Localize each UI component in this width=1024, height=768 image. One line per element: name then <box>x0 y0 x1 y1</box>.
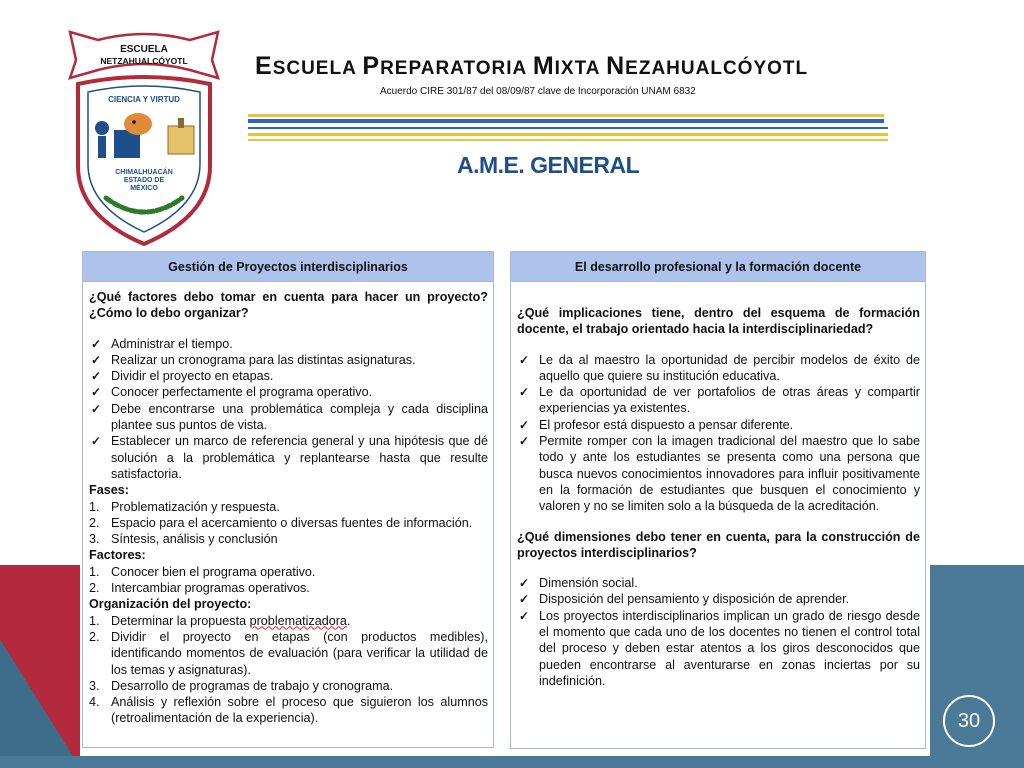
list-item-text: Los proyectos interdisciplinarios implican un grado de riesgo desde el momento que cada uno de los docentes no tienen el control total del proceso y deben estar atentos a los giros desconocidos que pueden encontrarse al aventurarse en zonas inciertas por su indefinición. <box>539 608 920 688</box>
checkmark-icon: ✓ <box>519 592 530 607</box>
school-subtitle: Acuerdo CIRE 301/87 del 08/09/87 clave de Incorporación UNAM 6832 <box>380 86 696 97</box>
list-item-text: Debe encontrarse una problemática compleja y cada disciplina plantee sus puntos de vista. <box>111 401 488 433</box>
right-checklist-2 <box>517 575 920 689</box>
spacer <box>517 338 920 352</box>
list-item-text: Síntesis, análisis y conclusión <box>111 532 278 547</box>
list-item-text: Permite romper con la imagen tradicional del maestro que lo sabe todo y ante los estudiantes se presenta como una persona que busca nuevos conocimientos innovadores para influir positivamente en la formación de estudiantes que busquen el conocimiento y valoren y no se limiten solo a la búsqueda de la acreditación. <box>539 434 920 514</box>
list-item-text: . <box>346 613 351 628</box>
checkmark-icon: ✓ <box>519 385 530 400</box>
factores-heading: Factores: <box>89 548 146 563</box>
panel-right-title: El desarrollo profesional y la formación docente <box>511 252 925 282</box>
checkmark-icon: ✓ <box>91 369 102 384</box>
decorative-triangle-left <box>0 640 80 768</box>
stripe-gold-2 <box>248 133 888 136</box>
logo-place-2: ESTADO DE <box>123 177 165 184</box>
list-item-text: Intercambiar programas operativos. <box>111 581 310 596</box>
list-item-text: Establecer un marco de referencia general y una hipótesis que dé solución a la problemática y replantearse hasta que resulte satisfactoria. <box>111 434 488 481</box>
list-number: 1. <box>89 499 100 514</box>
list-item <box>89 629 488 678</box>
right-checklist-1 <box>517 352 920 515</box>
spacer <box>517 515 920 529</box>
page-title: A.M.E. GENERAL <box>457 152 640 178</box>
checkmark-icon: ✓ <box>519 576 530 591</box>
checkmark-icon: ✓ <box>519 417 530 432</box>
list-item-text: Análisis y reflexión sobre el proceso que siguieron los alumnos (retroalimentación de la experiencia). <box>111 695 488 726</box>
list-item-text: Realizar un cronograma para las distintas asignaturas. <box>111 352 416 367</box>
list-item <box>517 608 920 689</box>
left-question: ¿Qué factores debo tomar en cuenta para hacer un proyecto? ¿Cómo lo debo organizar? <box>89 290 488 321</box>
list-item <box>89 515 488 531</box>
list-item-text: Espacio para el acercamiento o diversas fuentes de información. <box>111 515 473 530</box>
list-item-text: Administrar el tiempo. <box>111 336 233 351</box>
school-title-cap-1: E <box>255 52 273 80</box>
list-item <box>89 499 488 515</box>
school-title-rest-1: SCUELA <box>272 58 363 79</box>
school-title-cap-3: M <box>532 52 555 80</box>
school-title <box>255 52 808 81</box>
list-item-text: Determinar la propuesta <box>111 613 250 628</box>
fases-heading: Fases: <box>89 483 129 498</box>
list-number: 2. <box>89 581 100 596</box>
list-item <box>89 384 488 400</box>
list-item-text: Le da al maestro la oportunidad de percibir modelos de éxito de aquello que quiere su institución educativa. <box>539 352 920 383</box>
list-number: 3. <box>89 678 100 693</box>
list-item <box>89 401 488 434</box>
left-checklist <box>89 336 488 483</box>
school-title-rest-3: IXTA <box>554 58 607 79</box>
checkmark-icon: ✓ <box>91 434 102 449</box>
stripe-gold-3 <box>248 139 888 141</box>
list-item <box>89 564 488 580</box>
list-item-text: Le da oportunidad de ver portafolios de otras áreas y compartir experiencias ya existentes. <box>539 385 920 416</box>
list-number: 2. <box>89 629 100 644</box>
list-item <box>517 384 920 417</box>
logo-text-2: NETZAHUALCÓYOTL <box>100 56 188 66</box>
checkmark-icon: ✓ <box>91 385 102 400</box>
panel-right-body <box>511 282 925 689</box>
list-item <box>89 352 488 368</box>
list-item <box>89 531 488 547</box>
list-item-text: Disposición del pensamiento y disposición de aprender. <box>539 592 850 607</box>
organizacion-heading: Organización del proyecto: <box>89 597 252 612</box>
checkmark-icon: ✓ <box>91 352 102 367</box>
list-item-text: Conocer perfectamente el programa operativo. <box>111 385 373 400</box>
school-title-cap-4: N <box>606 52 626 80</box>
school-title-cap-2: P <box>362 52 381 80</box>
checkmark-icon: ✓ <box>91 336 102 351</box>
fases-list <box>89 499 488 548</box>
list-item-text: Dividir el proyecto en etapas (con productos medibles), identificando momentos de evaluación (para verificar la utilidad de los temas y asignaturas). <box>111 629 488 677</box>
stripe-blue-1 <box>248 119 884 123</box>
school-logo <box>66 26 222 248</box>
school-title-rest-2: REPARATORIA <box>380 58 533 79</box>
spellcheck-word: problematizadora <box>249 613 347 628</box>
checkmark-icon: ✓ <box>519 434 530 449</box>
list-item <box>89 368 488 384</box>
logo-motto: CIENCIA Y VIRTUD <box>108 95 180 104</box>
list-item <box>89 433 488 482</box>
panel-left-body <box>83 282 493 727</box>
list-item <box>517 575 920 591</box>
spacer <box>517 561 920 575</box>
checkmark-icon: ✓ <box>519 352 530 367</box>
spacer <box>89 322 488 336</box>
checkmark-icon: ✓ <box>519 608 530 623</box>
panel-left-title: Gestión de Proyectos interdisciplinarios <box>83 252 493 282</box>
list-number: 2. <box>89 515 100 530</box>
list-item-text: El profesor está dispuesto a pensar diferente. <box>539 417 794 432</box>
list-item-text: Conocer bien el programa operativo. <box>111 564 316 579</box>
list-item-text: Dimensión social. <box>539 576 638 591</box>
decorative-band-bottom <box>0 756 1024 768</box>
school-title-rest-4: EZAHUALCÓYOTL <box>625 58 809 79</box>
right-question-2: ¿Qué dimensiones debo tener en cuenta, para la construcción de proyectos interdisciplinarios? <box>517 529 920 560</box>
list-number: 4. <box>89 695 100 710</box>
stripe-blue-2 <box>248 127 888 129</box>
checkmark-icon: ✓ <box>91 401 102 416</box>
list-item-text: Dividir el proyecto en etapas. <box>111 369 274 384</box>
list-item <box>517 352 920 385</box>
panel-desarrollo-profesional <box>510 251 926 749</box>
list-item <box>517 591 920 607</box>
list-number: 1. <box>89 564 100 579</box>
list-item <box>89 580 488 596</box>
list-item-text: Desarrollo de programas de trabajo y cronograma. <box>111 678 394 693</box>
list-item <box>89 336 488 352</box>
logo-place-1: CHIMALHUACÁN <box>115 169 173 176</box>
list-item <box>517 417 920 433</box>
list-item-text: Problematización y respuesta. <box>111 499 280 514</box>
panel-gestion-proyectos <box>82 251 494 748</box>
list-item <box>89 613 488 629</box>
list-number: 3. <box>89 532 100 547</box>
stripe-gold-1 <box>248 114 884 117</box>
organizacion-list <box>89 613 488 727</box>
factores-list <box>89 564 488 597</box>
page-number-badge: 30 <box>943 695 995 747</box>
list-item <box>517 433 920 514</box>
list-item <box>89 694 488 727</box>
right-question-1: ¿Qué implicaciones tiene, dentro del esquema de formación docente, el trabajo orientado hacia la interdisciplinariedad? <box>517 306 920 337</box>
list-item <box>89 678 488 694</box>
logo-place-3: MÉXICO <box>130 185 158 192</box>
logo-text-1: ESCUELA <box>120 44 168 55</box>
list-number: 1. <box>89 613 100 628</box>
